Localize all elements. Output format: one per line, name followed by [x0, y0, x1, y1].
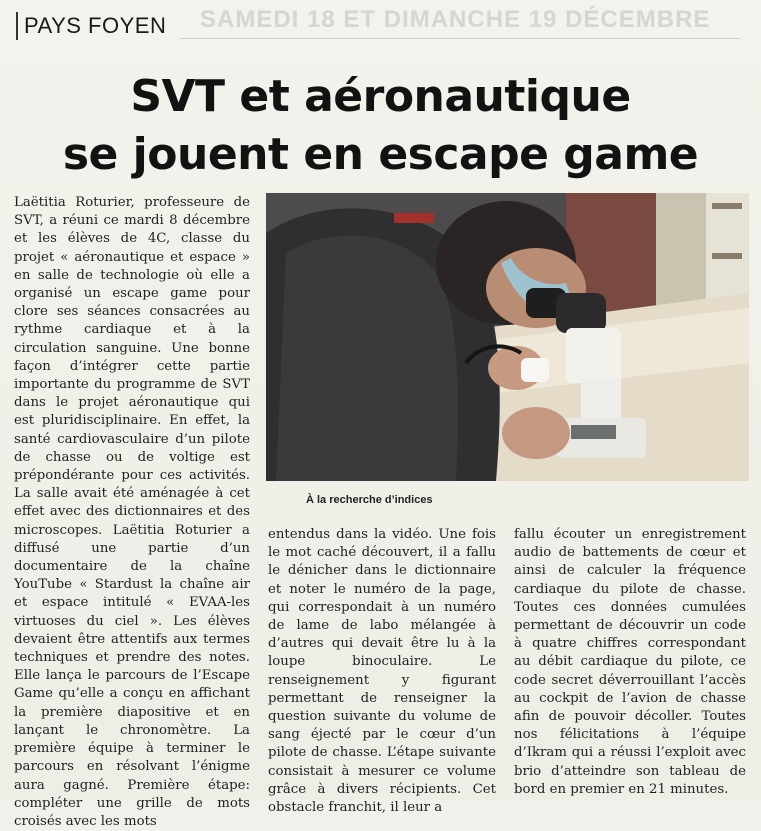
- article-photo: [266, 193, 749, 481]
- article-column-1: [14, 194, 250, 831]
- photo-student-microscope: [266, 193, 749, 481]
- photo-caption: À la recherche d’indices: [306, 494, 433, 506]
- article-text-col3: fallu écouter un enregistrement audio de battements de cœur et ainsi de calculer la fréquence cardiaque du pilote de chasse. Toutes ces données cumulées permettant de découvrir un code à quatre chiffres correspondant au débit cardiaque du pilote, ce code secret déverrouillant l’accès au cockpit de l’avion de chasse afin de pouvoir décoller. Toutes nos félicitations à l’équipe d’Ikram qui a réussi l’exploit avec brio d’atteindre son tableau de bord en premier en 21 minutes.: [514, 527, 746, 797]
- article-text-col2: entendus dans la vidéo. Une fois le mot caché découvert, il a fallu le dénicher dans le dictionnaire et noter le numéro de la page, qui correspondait à un numéro de lame de labo mélangée à d’autres qui devait être lu à la loupe binoculaire. Le renseignement y figurant permettant de renseigner la question suivante du volume de sang éjecté par le cœur d’un pilote de chasse. L’étape suivante consistait à mesurer ce volume grâce à divers récipients. Cet obstacle franchit, il leur a: [268, 527, 496, 816]
- headline-line-1: SVT et aéronautique: [130, 71, 631, 122]
- article-column-3: [514, 526, 746, 799]
- section-rubric: PAYS FOYEN: [16, 12, 166, 40]
- top-rule: [180, 38, 740, 39]
- article-text-col1: Laëtitia Roturier, professeure de SVT, a réuni ce mardi 8 décembre et les élèves de 4C, classe du projet « aéronautique et espace » en salle de technologie où elle a organisé un escape game pour clore ses séances consacrées au rythme cardiaque et à la circulation sanguine. Une bonne façon d’intégrer cette partie importante du programme de SVT dans le projet aéronautique qui est pluridisciplinaire. En effet, la santé cardiovasculaire d’un pilote de chasse ou de voltige est prépondérante pour ces activités. La salle avait été aménagée à cet effet avec des dictionnaires et des microscopes. Laëtitia Roturier a diffusé une partie d’un documentaire de la chaîne YouTube « Stardust la chaîne air et espace intitulé « EVAA-les virtuoses du ciel ». Les élèves devaient être attentifs aux termes techniques et prendre des notes. Elle lança le parcours de l’Escape Game qu’elle a conçu en affichant la première diapositive et en lançant le chronomètre. La première équipe à terminer le parcours en résolvant l’énigme aura gagné. Première étape: compléter une grille de mots croisés avec les mots: [14, 195, 250, 829]
- headline: [0, 68, 761, 184]
- headline-line-2: se jouent en escape game: [62, 129, 699, 180]
- bleed-through-text: SAMEDI 18 ET DIMANCHE 19 DÉCEMBRE: [200, 6, 711, 33]
- article-column-2: [268, 526, 496, 817]
